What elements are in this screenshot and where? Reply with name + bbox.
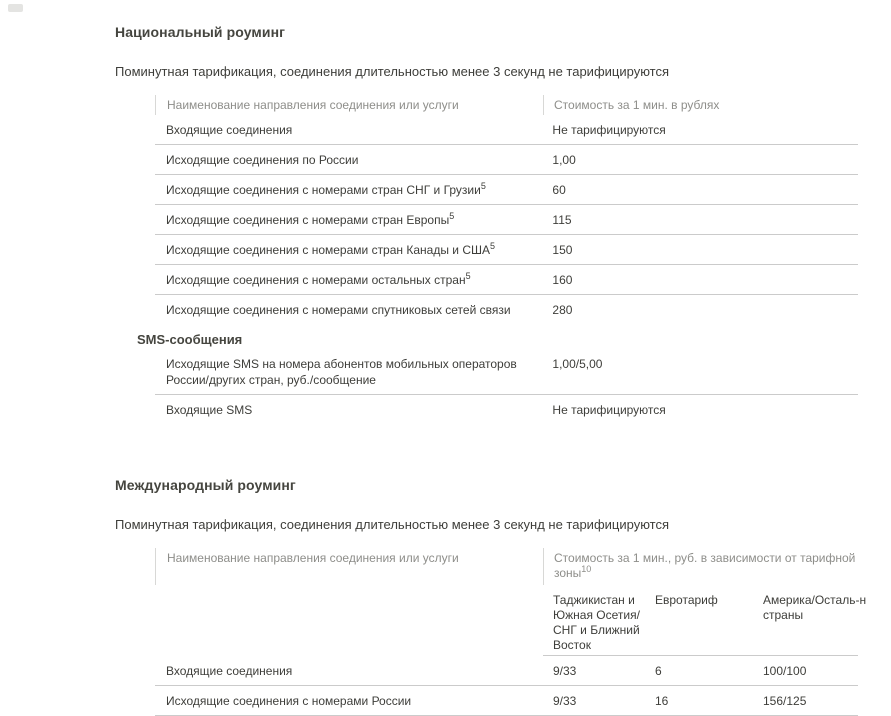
row-service-name: Входящие соединения [166,663,293,678]
row-values [543,694,858,708]
row-price-value: Не тарифицируются [552,403,666,417]
row-price-value: 60 [552,182,566,197]
row-price-value: 150 [552,242,573,257]
footnote-ref: 5 [449,210,455,221]
sms-section-title: SMS-сообщения [137,331,243,347]
column-header-service: Наименование направления соединения или услуги [155,95,543,115]
top-left-artifact [8,4,23,12]
row-service-name: Исходящие соединения с номерами стран Канады и США$^5$ [166,240,496,257]
row-price-value: 115 [552,212,572,227]
national-roaming-table [137,95,858,425]
row-service-name: Исходящие соединения с номерами остальных стран$^5$ [166,270,471,287]
row-price-value: 160 [552,272,573,287]
international-roaming-subtitle: Поминутная тарификация, соединения длительностью менее 3 секунд не тарифицируются [115,517,670,532]
zone-header-cis: Таджикистан и Южная Осетия/СНГ и Ближний Восток [553,593,640,652]
footnote-ref: 10 [581,564,592,574]
column-header-price-zones: Стоимость за 1 мин., руб. в зависимости от тарифной зоны$^{10}$ [543,548,858,585]
section-international-roaming [0,477,891,716]
zone-price-cis: 9/33 [553,693,577,708]
table-row [155,353,858,395]
table-row [155,175,858,205]
column-header-price: Стоимость за 1 мин. в рублях [543,95,858,115]
row-price-value: Не тарифицируются [552,122,666,137]
footnote-ref: 5 [480,180,486,191]
column-header-service: Наименование направления соединения или услуги [155,548,543,585]
row-service-name: Исходящие соединения с номерами спутниковых сетей связи [166,303,511,317]
zone-price-america-other: 156/125 [763,693,807,708]
table-row [155,145,858,175]
table-row [155,115,858,145]
table-row [155,205,858,235]
footnote-ref: 5 [490,240,496,251]
zone-price-america-other: 100/100 [763,663,807,678]
table-row [155,235,858,265]
zone-price-euro: 16 [655,693,669,708]
row-service-name: Исходящие соединения с номерами стран СНГ и Грузии$^5$ [166,180,486,197]
table-row [155,656,858,686]
national-roaming-subtitle: Поминутная тарификация, соединения длительностью менее 3 секунд не тарифицируются [115,64,670,79]
row-service-name: Исходящие SMS на номера абонентов мобильных операторов России/других стран, руб./сообщение [166,357,517,387]
table-header-row [155,95,858,115]
zone-subheader-row [543,585,867,656]
zone-price-euro: 6 [655,663,662,678]
international-roaming-title: Международный роуминг [115,477,296,493]
table-row [155,686,858,716]
row-service-name: Исходящие соединения по России [166,152,359,167]
zone-price-cis: 9/33 [553,663,577,678]
international-roaming-table [155,548,867,716]
national-roaming-title: Национальный роуминг [115,24,286,40]
table-row [155,295,858,325]
row-price-value: 280 [552,303,573,317]
row-service-name: Входящие соединения [166,122,293,137]
table-row [155,395,858,425]
zone-header-america-other: Америка/Осталь-н страны [763,593,867,622]
table-header-row [155,548,858,585]
row-service-name: Исходящие соединения с номерами России [166,693,412,708]
footnote-ref: 5 [465,270,471,281]
row-service-name: Входящие SMS [166,403,253,417]
row-values [543,664,858,678]
zone-header-euro: Евротариф [655,593,718,607]
row-service-name: Исходящие соединения с номерами стран Европы$^5$ [166,210,455,227]
table-row [155,265,858,295]
row-price-value: 1,00/5,00 [552,357,603,371]
row-price-value: 1,00 [552,152,576,167]
